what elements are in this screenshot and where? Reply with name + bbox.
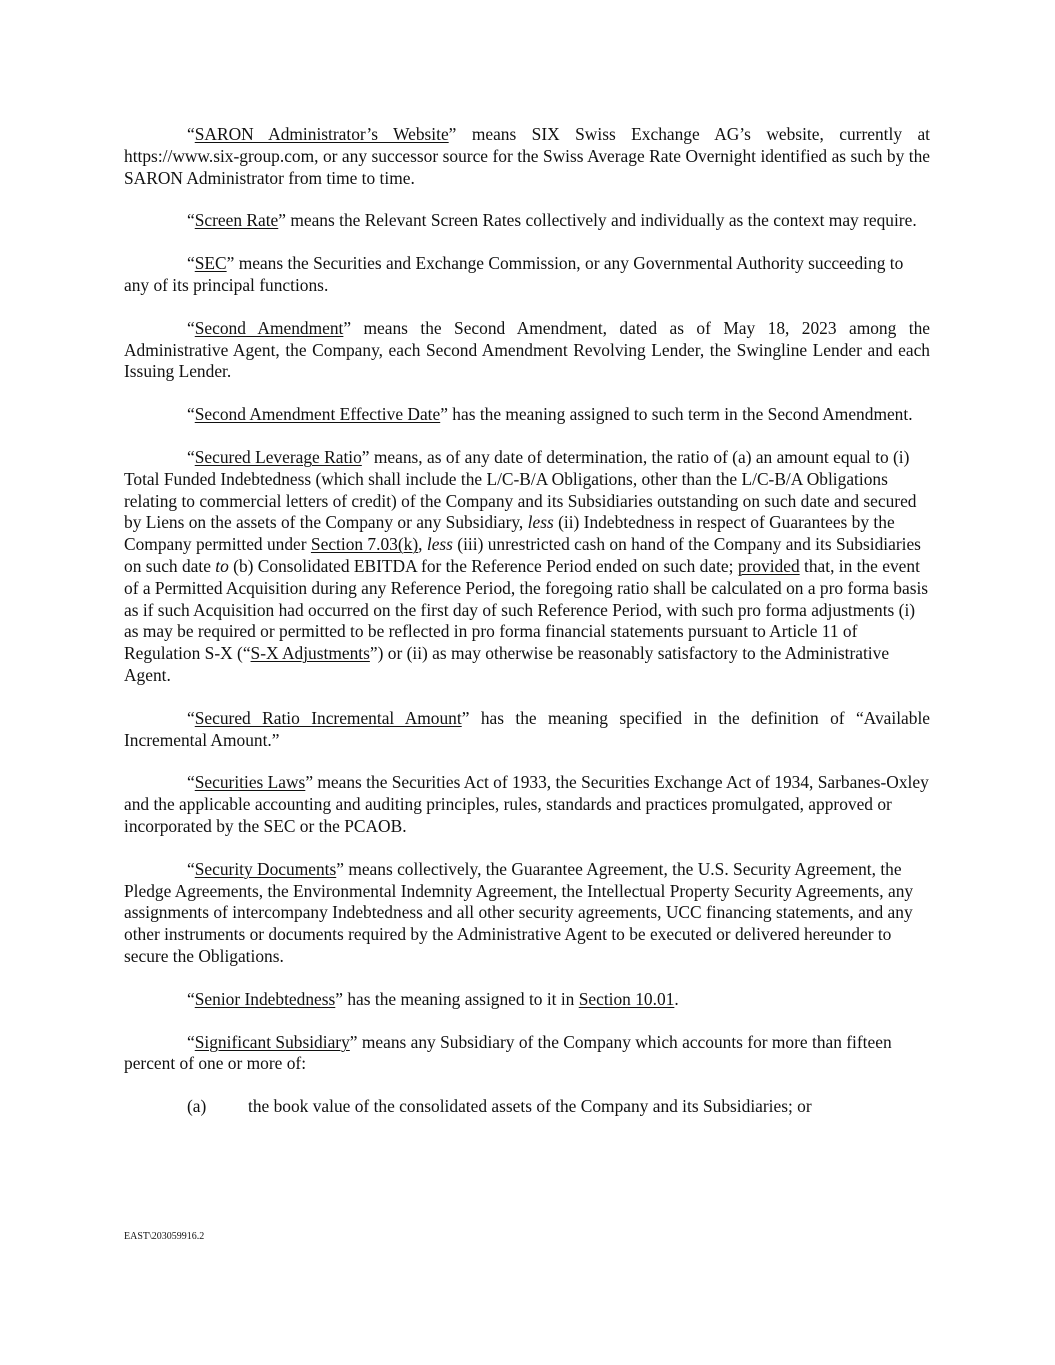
list-item [124, 1096, 930, 1118]
section-reference: Section 10.01 [578, 988, 675, 1009]
defined-term: Securities Laws [194, 772, 306, 793]
defined-term: Screen Rate [194, 210, 279, 231]
footer-document-id: EAST\203059916.2 [124, 1231, 205, 1242]
defined-term: Secured Leverage Ratio [194, 446, 362, 467]
definition-secured-ratio-incremental-amount: “Secured Ratio Incremental Amount” has the meaning specified in the definition of “Available Incremental Amount.” [124, 707, 930, 750]
definition-significant-subsidiary: “Significant Subsidiary” means any Subsidiary of the Company which accounts for more than fifteen percent of one or more of: [124, 1031, 892, 1074]
defined-term: Significant Subsidiary [194, 1031, 350, 1052]
defined-term: SARON Administrator’s Website [194, 124, 449, 144]
list-item-text: the book value of the consolidated assets of the Company and its Subsidiaries; or [248, 1096, 812, 1117]
defined-term: Security Documents [194, 858, 337, 879]
definition-second-amendment-effective-date: “Second Amendment Effective Date” has the meaning assigned to such term in the Second Amendment. [187, 404, 913, 425]
definition-senior-indebtedness: “Senior Indebtedness” has the meaning assigned to it in Section 10.01. [187, 988, 679, 1009]
definition-screen-rate: “Screen Rate” means the Relevant Screen Rates collectively and individually as the context may require. [187, 210, 917, 231]
definition-secured-leverage-ratio: “Secured Leverage Ratio” means, as of any date of determination, the ratio of (a) an amount equal to (i) Total Funded Indebtedness (which shall include the L/C-B/A Obligations, other than the L/C-B/A Obligations relating to commercial letters of credit) of the Company and its Subsidiaries outstanding on such date and secured by Liens on the assets of the Company or any Subsidiary, less (ii) Indebtedness in respect of Guarantees by the Company permitted under Section 7.03(k), less (iii) unrestricted cash on hand of the Company and its Subsidiaries on such date to (b) Consolidated EBITDA for the Reference Period ended on such date; provided that, in the event of a Permitted Acquisition during any Reference Period, the foregoing ratio shall be calculated on a pro forma basis as if such Acquisition had occurred on the first day of such Reference Period, with such pro forma adjustments (i) as may be required or permitted to be reflected in pro forma financial statements pursuant to Article 11 of Regulation S-X (“S-X Adjustments”) or (ii) as may otherwise be reasonably satisfactory to the Administrative Agent. [124, 446, 929, 685]
definition-second-amendment: “Second Amendment” means the Second Amendment, dated as of May 18, 2023 among the Administrative Agent, the Company, each Second Amendment Revolving Lender, the Swingline Lender and each Issuing Lender. [124, 317, 930, 382]
section-reference: Section 7.03(k) [310, 534, 419, 555]
definition-security-documents: “Security Documents” means collectively, the Guarantee Agreement, the U.S. Security Agreement, the Pledge Agreements, the Environmental Indemnity Agreement, the Intellectual Property Security Agreements, any assignments of intercompany Indebtedness and all other security agreements, UCC financing statements, and any other instruments or documents required by the Administrative Agent to be executed or delivered hereunder to secure the Obligations. [124, 858, 914, 966]
definition-securities-laws: “Securities Laws” means the Securities Act of 1933, the Securities Exchange Act of 1934, Sarbanes-Oxley and the applicable accounting and auditing principles, rules, standards and practices promulgated, approved or incorporated by the SEC or the PCAOB. [124, 772, 929, 836]
defined-term: Senior Indebtedness [194, 988, 336, 1009]
defined-term: S-X Adjustments [250, 643, 370, 664]
document-body [124, 124, 930, 1118]
definition-saron-website: “SARON Administrator’s Website” means SIX Swiss Exchange AG’s website, currently at https://www.six-group.com, or any successor source for the Swiss Average Rate Overnight identified as such by the SARON Administrator from time to time. [124, 124, 930, 188]
defined-term: Second Amendment Effective Date [194, 404, 441, 425]
defined-term: Second Amendment [194, 317, 344, 338]
definition-sec: “SEC” means the Securities and Exchange Commission, or any Governmental Authority succeeding to any of its principal functions. [124, 253, 904, 295]
list-item-label: (a) [187, 1096, 207, 1117]
provided-term: provided [737, 555, 800, 576]
defined-term: Secured Ratio Incremental Amount [194, 707, 462, 728]
defined-term: SEC [194, 253, 227, 274]
